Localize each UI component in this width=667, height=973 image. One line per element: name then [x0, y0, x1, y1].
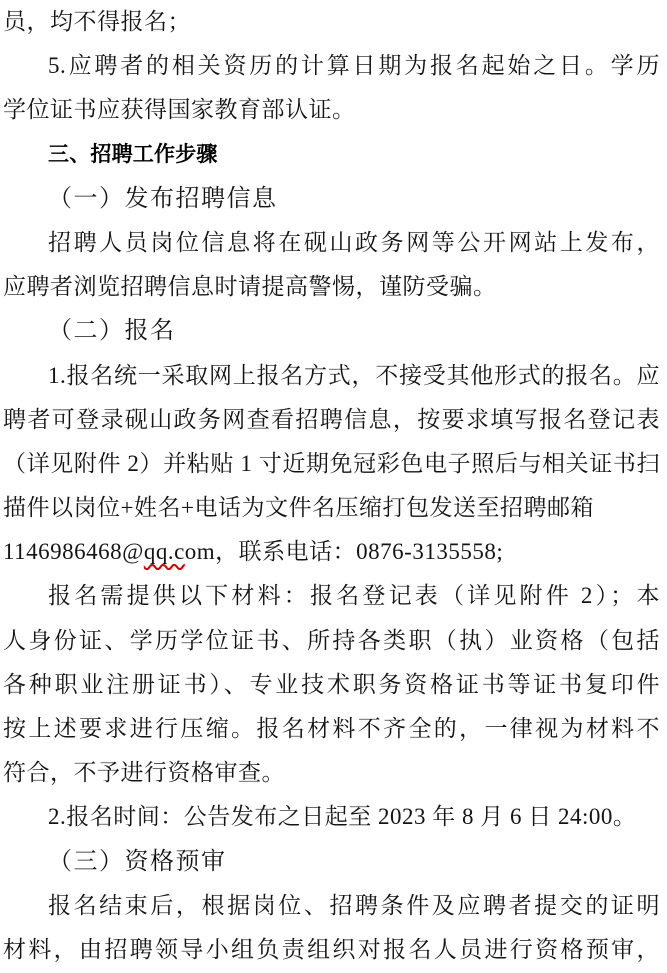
document-line: 人身份证、学历学位证书、所持各类职（执）业资格（包括 [3, 627, 660, 653]
document-line: 2.报名时间：公告发布之日起至 2023 年 8 月 6 日 24:00。 [48, 804, 637, 830]
spellcheck-squiggle: qq.c [143, 539, 185, 565]
document-line: 按上述要求进行压缩。报名材料不齐全的，一律视为材料不 [3, 716, 660, 741]
document-line: 材料，由招聘领导小组负责组织对报名人员进行资格预审， [3, 936, 660, 962]
document-line: 报名需提供以下材料：报名登记表（详见附件 2）；本 [48, 583, 660, 609]
document-line: （详见附件 2）并粘贴 1 寸近期免冠彩色电子照后与相关证书扫 [3, 450, 660, 476]
email-text: 1146986468@ [3, 539, 144, 565]
subsection-heading: （三）资格预审 [48, 848, 227, 875]
subsection-heading: （二）报名 [48, 318, 176, 345]
email-line [3, 530, 660, 574]
document-line: 学位证书应获得国家教育部认证。 [3, 97, 356, 123]
document-line: 应聘者浏览招聘信息时请提高警惕，谨防受骗。 [3, 274, 497, 300]
document-line: 聘者可登录砚山政务网查看招聘信息，按要求填写报名登记表 [3, 406, 660, 432]
document-line: 5.应聘者的相关资历的计算日期为报名起始之日。学历 [48, 53, 660, 79]
subsection-heading: （一）发布招聘信息 [48, 185, 278, 212]
document-line: 员，均不得报名； [3, 9, 191, 34]
document-line: 报名结束后，根据岗位、招聘条件及应聘者提交的证明 [48, 892, 660, 918]
document-line: 各种职业注册证书）、专业技术职务资格证书等证书复印件 [3, 671, 660, 697]
document-line: 描件以岗位+姓名+电话为文件名压缩打包发送至招聘邮箱 [3, 495, 594, 521]
document-line: 招聘人员岗位信息将在砚山政务网等公开网站上发布， [48, 229, 660, 255]
email-text: om，联系电话：0876-3135558; [184, 539, 504, 565]
document-line: 1.报名统一采取网上报名方式，不接受其他形式的报名。应 [48, 362, 660, 388]
section-heading: 三、招聘工作步骤 [48, 142, 218, 166]
document-line: 符合，不予进行资格审查。 [3, 760, 285, 786]
